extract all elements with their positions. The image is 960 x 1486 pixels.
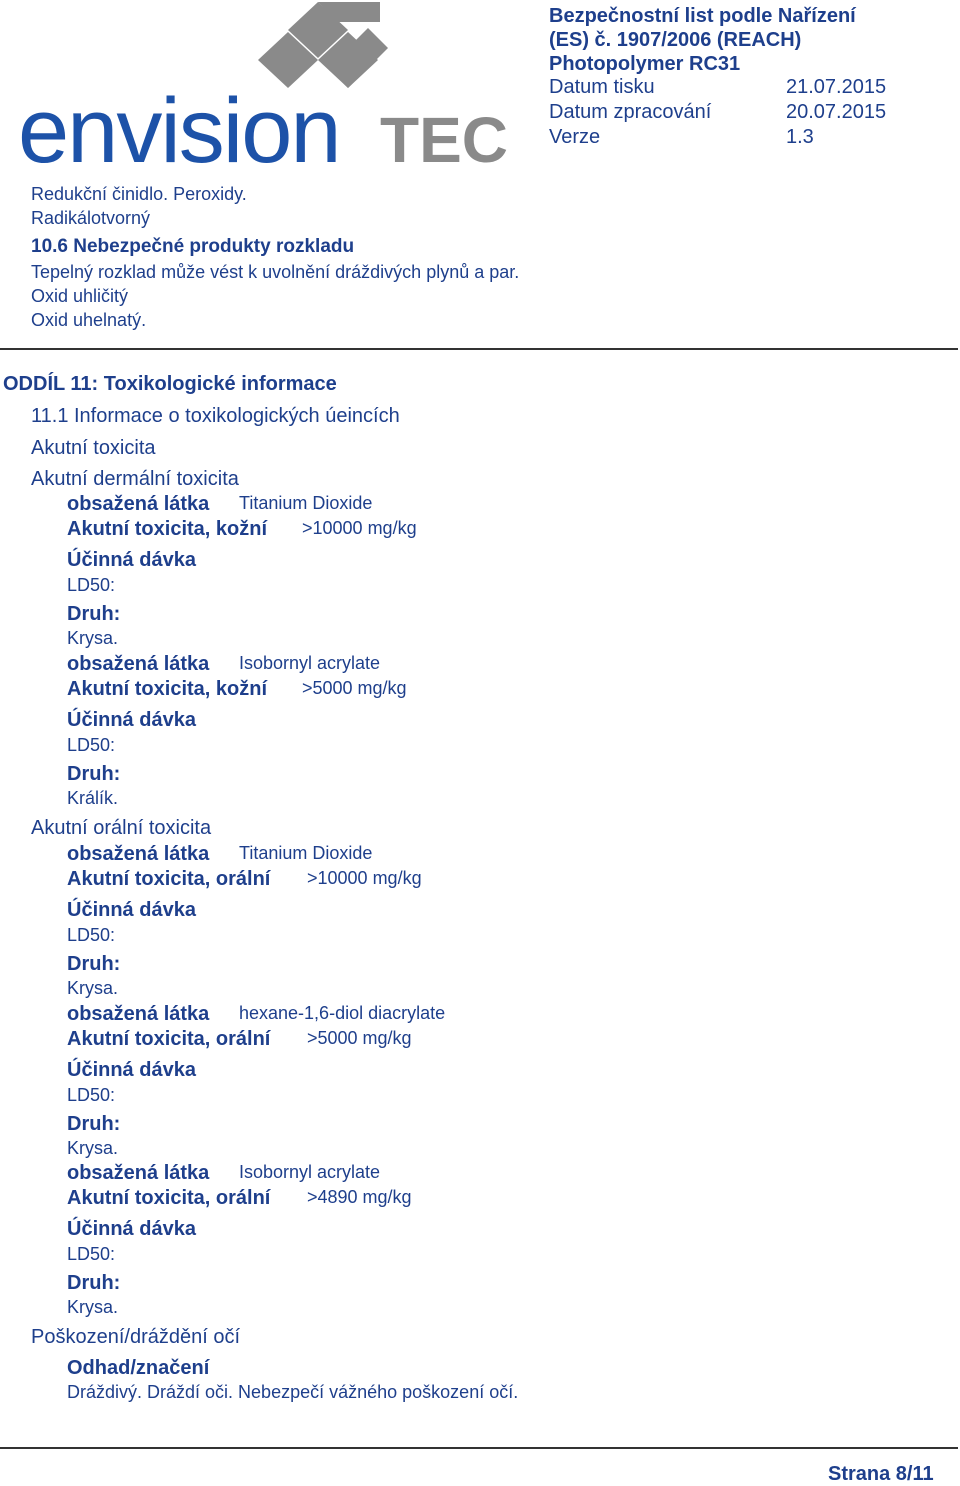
eye-damage-heading: Poškození/dráždění očí [31,1326,241,1348]
section-11-title: ODDÍL 11: Toxikologické informace [3,373,337,395]
species-value: Králík. [67,788,119,808]
print-date-label: Datum tisku [549,76,655,98]
species-value: Krysa. [67,1138,119,1158]
toxicity-value: >10000 mg/kg [307,868,422,888]
species-label: Druh: [67,1272,121,1294]
effective-dose-label: Účinná dávka [67,1218,196,1240]
ld50-label: LD50: [67,925,116,945]
ld50-label: LD50: [67,1085,116,1105]
section-divider [0,348,958,350]
effective-dose-label: Účinná dávka [67,1059,196,1081]
processed-date-value: 20.07.2015 [786,101,887,123]
toxicity-value: >4890 mg/kg [307,1187,412,1207]
toxicity-value: >5000 mg/kg [302,678,407,698]
species-label: Druh: [67,763,121,785]
species-label: Druh: [67,603,121,625]
product-name: Photopolymer RC31 [549,53,741,75]
toxicity-value: >5000 mg/kg [307,1028,412,1048]
species-label: Druh: [67,1113,121,1135]
version-label: Verze [549,126,601,148]
ld50-label: LD50: [67,735,116,755]
page-number: Strana 8/11 [828,1463,934,1485]
species-label: Druh: [67,953,121,975]
toxicity-value: >10000 mg/kg [302,518,417,538]
dermal-toxicity-heading: Akutní dermální toxicita [31,468,239,490]
substance-label: obsažená látka [67,843,210,865]
substance-label: obsažená látka [67,493,210,515]
processed-date-label: Datum zpracování [549,101,712,123]
substance-value: Isobornyl acrylate [239,653,381,673]
assessment-label: Odhad/značení [67,1357,210,1379]
substance-label: obsažená látka [67,653,210,675]
substance-value: Titanium Dioxide [239,493,373,513]
heading-10-6: 10.6 Nebezpečné produkty rozkladu [31,236,355,257]
carbon-dioxide-text: Oxid uhličitý [31,286,129,306]
decomposition-text: Tepelný rozklad může vést k uvolnění dráždivých plynů a par. [31,262,520,282]
effective-dose-label: Účinná dávka [67,709,196,731]
subsection-11-1: 11.1 Informace o toxikologických úeincích [31,405,400,427]
effective-dose-label: Účinná dávka [67,899,196,921]
oral-toxicity-heading: Akutní orální toxicita [31,817,212,839]
toxicity-type-label: Akutní toxicita, orální [67,1028,271,1050]
reducing-agents-text: Redukční činidlo. Peroxidy. [31,184,247,204]
ld50-label: LD50: [67,575,116,595]
carbon-monoxide-text: Oxid uhelnatý. [31,310,147,330]
version-value: 1.3 [786,126,814,148]
print-date-value: 21.07.2015 [786,76,887,98]
substance-label: obsažená látka [67,1003,210,1025]
ld50-label: LD50: [67,1244,116,1264]
acute-toxicity-heading: Akutní toxicita [31,437,156,459]
species-value: Krysa. [67,978,119,998]
document-title-line1: Bezpečnostní list podle Nařízení [549,5,856,27]
toxicity-type-label: Akutní toxicita, orální [67,1187,271,1209]
footer-divider [0,1447,958,1449]
svg-text:TEC: TEC [380,104,508,176]
radical-forming-text: Radikálotvorný [31,208,151,228]
substance-label: obsažená látka [67,1162,210,1184]
envisiontec-logo [18,0,508,182]
toxicity-type-label: Akutní toxicita, orální [67,868,271,890]
species-value: Krysa. [67,628,119,648]
substance-value: Titanium Dioxide [239,843,373,863]
species-value: Krysa. [67,1297,119,1317]
document-title-line2: (ES) č. 1907/2006 (REACH) [549,29,802,51]
effective-dose-label: Účinná dávka [67,549,196,571]
substance-value: hexane-1,6-diol diacrylate [239,1003,446,1023]
svg-text:envision: envision [18,80,340,182]
toxicity-type-label: Akutní toxicita, kožní [67,678,268,700]
toxicity-type-label: Akutní toxicita, kožní [67,518,268,540]
substance-value: Isobornyl acrylate [239,1162,381,1182]
assessment-text: Dráždivý. Dráždí oči. Nebezpečí vážného poškození očí. [67,1382,519,1402]
